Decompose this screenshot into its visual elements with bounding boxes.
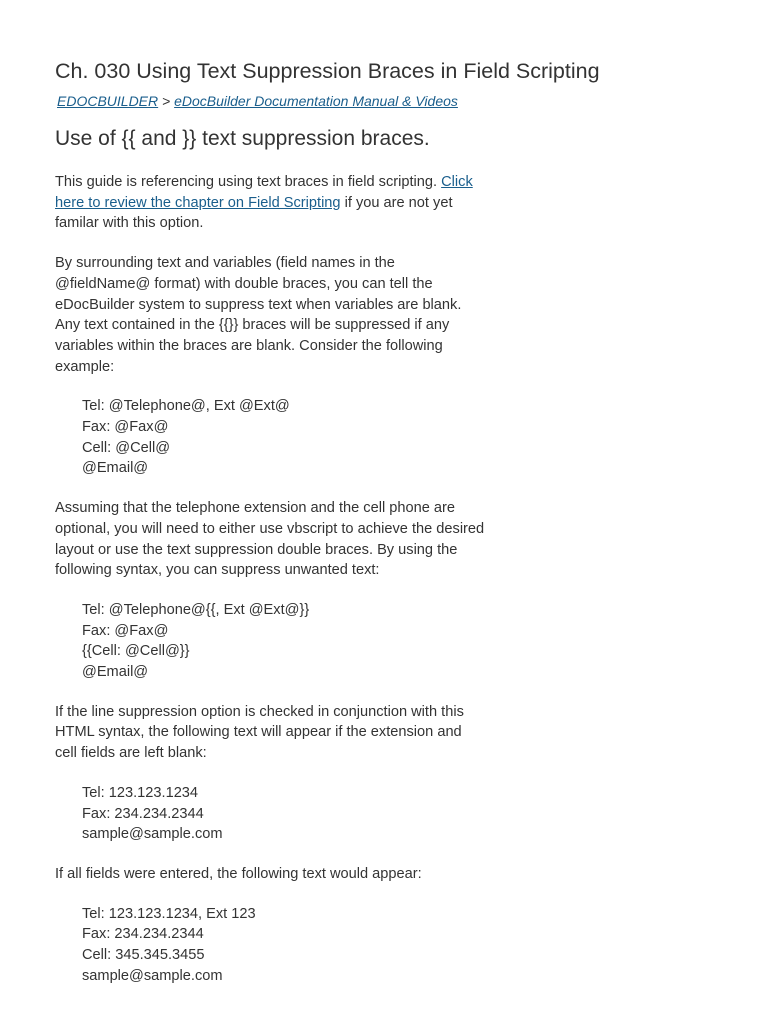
example-suppression-syntax [82, 600, 485, 683]
example-line: Tel: 123.123.1234, Ext 123 [82, 905, 256, 922]
all-fields-paragraph: If all fields were entered, the following text would appear: [55, 865, 422, 882]
breadcrumb-link-documentation-manual[interactable]: eDocBuilder Documentation Manual & Videos [174, 93, 458, 109]
example-line: Fax: @Fax@ [82, 622, 169, 639]
breadcrumb-link-edocbuilder[interactable]: EDOCBUILDER [57, 93, 159, 109]
example-line: Cell: @Cell@ [82, 439, 171, 456]
example-line: Fax: @Fax@ [82, 419, 169, 436]
example-line: @Email@ [82, 664, 149, 681]
example-line: sample@sample.com [82, 826, 223, 843]
example-blank-output [82, 783, 485, 845]
example-line: {{Cell: @Cell@}} [82, 643, 190, 660]
example-line: Tel: @Telephone@, Ext @Ext@ [82, 398, 290, 415]
optional-fields-paragraph: Assuming that the telephone extension and the cell phone are optional, you will need to either use vbscript to achieve the desired layout or use the text suppression double braces. By using the following syntax, you can suppress unwanted text: [55, 500, 485, 579]
example-line: Fax: 234.234.2344 [82, 926, 204, 943]
example-line: Tel: 123.123.1234 [82, 784, 199, 801]
example-line: Fax: 234.234.2344 [82, 805, 204, 822]
field-scripting-chapter-link[interactable]: Click here to review the chapter on Field Scripting [55, 174, 473, 211]
example-field-syntax [82, 396, 485, 479]
example-line: @Email@ [82, 460, 149, 477]
example-line: sample@sample.com [82, 967, 223, 984]
breadcrumb-separator: > [162, 93, 171, 109]
intro-paragraph [55, 172, 485, 234]
breadcrumb [57, 92, 485, 110]
example-line: Tel: @Telephone@{{, Ext @Ext@}} [82, 601, 310, 618]
braces-explanation-paragraph: By surrounding text and variables (field names in the @fieldName@ format) with double braces, you can tell the eDocBuilder system to suppress text when variables are blank. Any text contained in the {{}} braces will be suppressed if any variables within the braces are blank. Consider the following example: [55, 255, 462, 375]
intro-text-before: This guide is referencing using text braces in field scripting. [55, 174, 442, 190]
page-title: Ch. 030 Using Text Suppression Braces in Field Scripting [55, 59, 600, 83]
example-line: Cell: 345.345.3455 [82, 947, 205, 964]
example-full-output [82, 904, 485, 987]
intro-text-after: if you are not yet familar with this option. [55, 194, 453, 232]
line-suppression-paragraph: If the line suppression option is checked in conjunction with this HTML syntax, the following text will appear if the extension and cell fields are left blank: [55, 703, 464, 762]
section-heading: Use of {{ and }} text suppression braces. [55, 127, 430, 150]
